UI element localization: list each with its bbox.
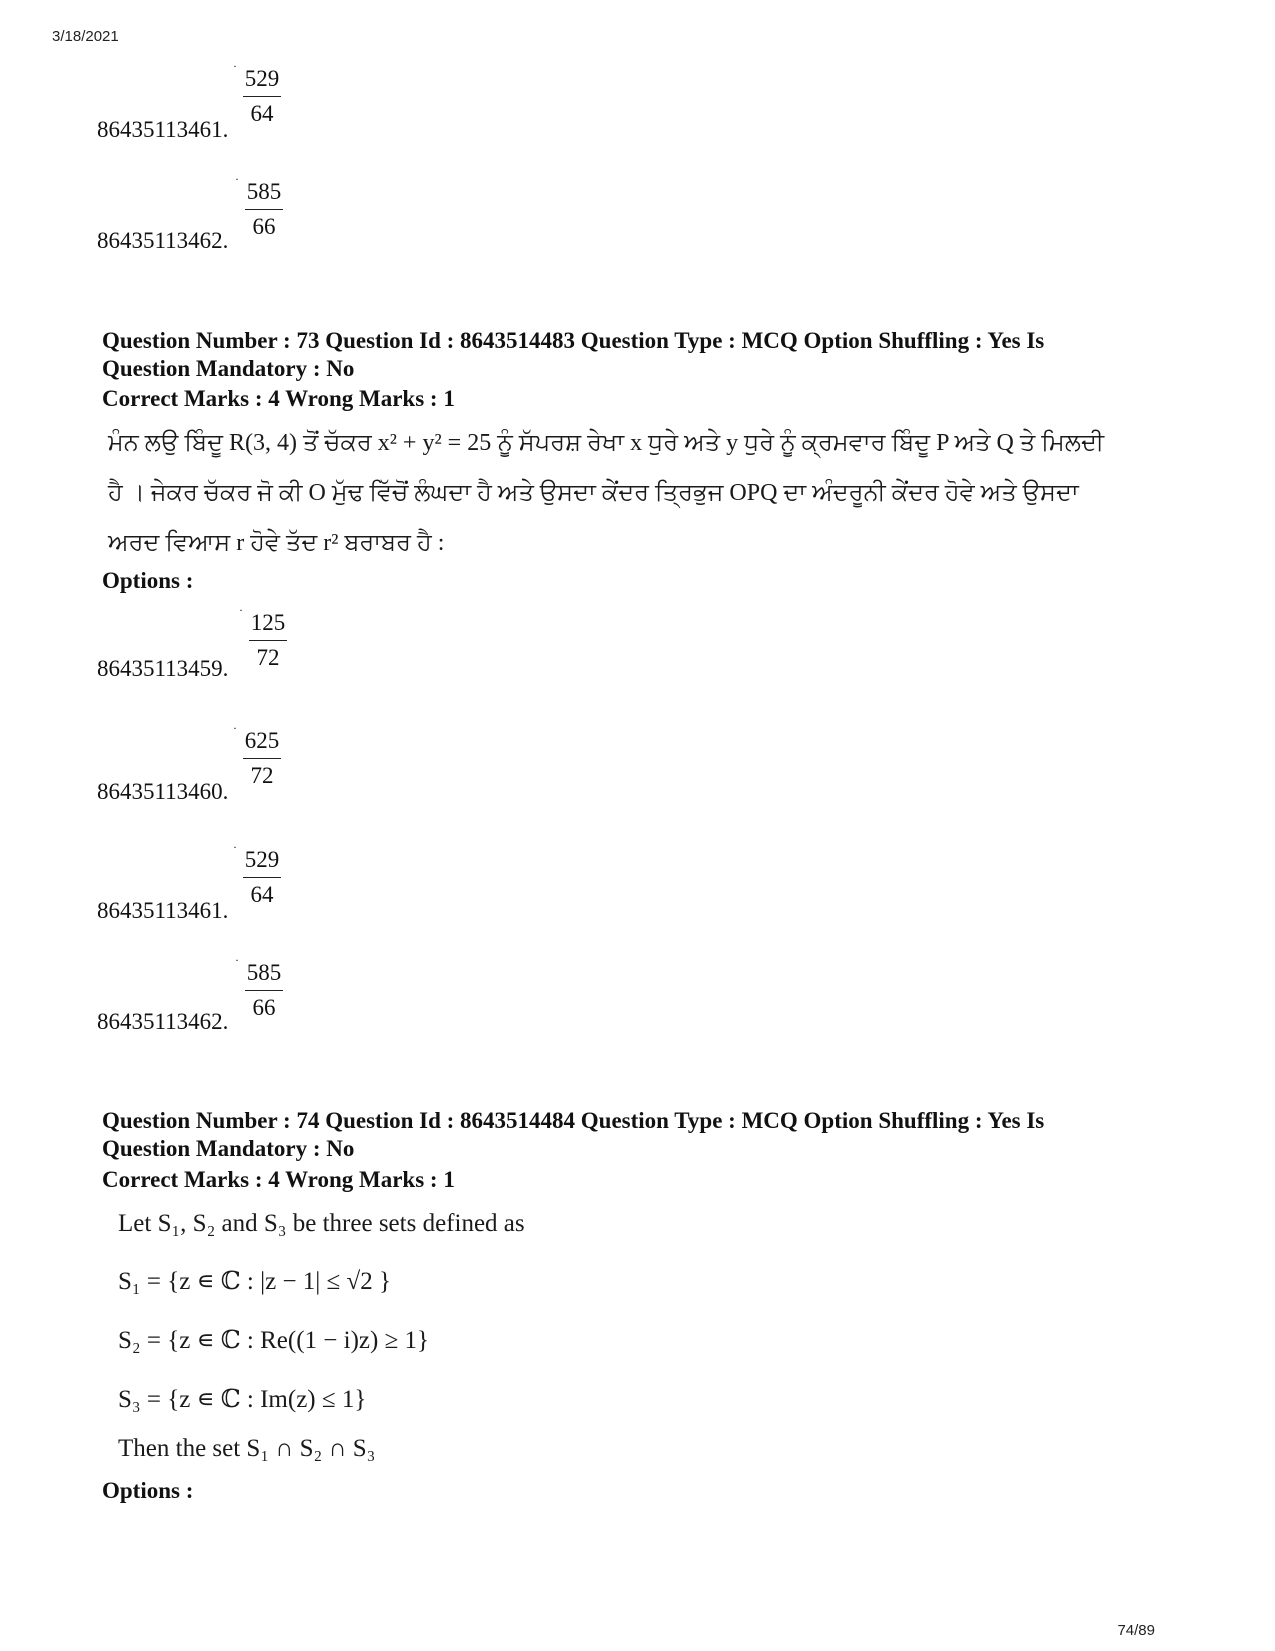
fraction: · 125 72: [245, 606, 291, 675]
options-label: Options :: [102, 1478, 194, 1503]
fraction-denominator: 66: [252, 995, 276, 1020]
fraction-denominator: 66: [252, 214, 276, 239]
option-id: 86435113462.: [97, 228, 229, 253]
question-text-line: ਅਰਦ ਵਿਆਸ r ਹੋਵੇ ਤੱਦ r² ਬਰਾਬਰ ਹੈ :: [108, 530, 445, 556]
fraction-denominator: 72: [256, 645, 280, 670]
fraction-numerator: 625: [243, 724, 282, 759]
question-header: [102, 327, 1182, 383]
fraction-numerator: 529: [243, 843, 282, 878]
page-number: 74/89: [1117, 1622, 1155, 1639]
question-text-line: ਮੰਨ ਲਉ ਬਿੰਦੂ R(3, 4) ਤੋਂ ਚੱਕਰ x² + y² = 25 ਨੂੰ ਸੱਪਰਸ਼ ਰੇਖਾ x ਧੁਰੇ ਅਤੇ y ਧੁਰੇ ਨੂੰ ਕ੍ਰਮਵਾਰ ਬਿੰਦੂ P ਅਤੇ Q ਤੇ ਮਿਲਦੀ: [108, 430, 1105, 456]
fraction-numerator: 585: [245, 175, 284, 210]
option-id: 86435113460.: [97, 779, 229, 804]
option-id: 86435113462.: [97, 1009, 229, 1034]
fraction: · 625 72: [239, 724, 285, 793]
fraction: · 585 66: [241, 956, 287, 1025]
question-intro: Let S₁, S₂ and S₃ be three sets defined as: [118, 1210, 525, 1237]
set-definition-s2: S₂ = {z ∊ ℂ : Re((1 − i)z) ≥ 1}: [118, 1327, 430, 1354]
fraction-denominator: 64: [250, 101, 274, 126]
question-header-line: Question Mandatory : No: [102, 356, 355, 381]
question-header: [102, 1107, 1182, 1163]
fraction: · 529 64: [239, 62, 285, 131]
question-body: [108, 418, 1198, 568]
question-header-line: Question Number : 74 Question Id : 8643514484 Question Type : MCQ Option Shuffling : Yes Is: [102, 1108, 1045, 1133]
fraction: · 529 64: [239, 843, 285, 912]
fraction-numerator: 529: [243, 62, 282, 97]
option-id: 86435113461.: [97, 898, 229, 923]
fraction-denominator: 72: [250, 763, 274, 788]
option-id: 86435113461.: [97, 117, 229, 142]
question-prompt: Then the set S₁ ∩ S₂ ∩ S₃: [118, 1435, 376, 1462]
set-definition-s1: S₁ = {z ∊ ℂ : |z − 1| ≤ √2 }: [118, 1268, 391, 1295]
fraction: · 585 66: [241, 175, 287, 244]
question-marks: Correct Marks : 4 Wrong Marks : 1: [102, 386, 455, 411]
question-marks: Correct Marks : 4 Wrong Marks : 1: [102, 1167, 455, 1192]
question-text-line: ਹੈ । ਜੇਕਰ ਚੱਕਰ ਜੋ ਕੀ O ਮੁੱਢ ਵਿੱਚੋਂ ਲੰਘਦਾ ਹੈ ਅਤੇ ਉਸਦਾ ਕੇਂਦਰ ਤ੍ਰਿਭੁਜ OPQ ਦਾ ਅੰਦਰੂਨੀ ਕੇਂਦਰ ਹੋਵੇ ਅਤੇ ਉਸਦਾ: [108, 480, 1079, 506]
question-header-line: Question Mandatory : No: [102, 1136, 355, 1161]
option-id: 86435113459.: [97, 656, 229, 681]
print-date: 3/18/2021: [52, 28, 119, 45]
options-label: Options :: [102, 568, 194, 593]
fraction-numerator: 125: [249, 606, 288, 641]
fraction-denominator: 64: [250, 882, 274, 907]
fraction-numerator: 585: [245, 956, 284, 991]
question-header-line: Question Number : 73 Question Id : 8643514483 Question Type : MCQ Option Shuffling : Yes Is: [102, 328, 1045, 353]
set-definition-s3: S₃ = {z ∊ ℂ : Im(z) ≤ 1}: [118, 1386, 367, 1413]
